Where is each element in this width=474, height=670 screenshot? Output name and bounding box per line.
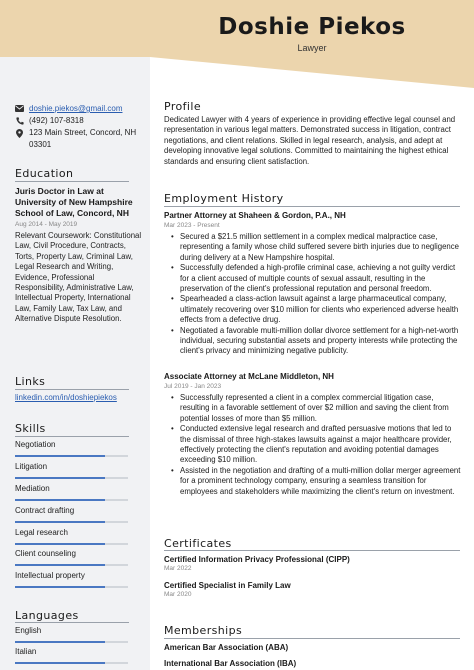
skill-item [15,462,130,479]
job-bullet: • Successfully represented a client in a complex commercial litigation case, resulting in a favorable settlement of over $2 million and saving the client from potential losses of more than $5 million. [164,393,464,424]
skill-item [15,571,130,588]
address-line-1: 123 Main Street, Concord, NH [29,128,137,137]
language-bar-track [15,641,128,643]
job-title: Associate Attorney at McLane Middleton, NH [164,372,334,381]
employment-divider [164,206,460,207]
job-bullet: • Assisted in the negotiation and drafting of a multi-million dollar merger agreement for a prominent technology company, ensuring a seamless transition for employees and stakeholders while maximizing the client's return on investment. [164,466,464,497]
certificate-date: Mar 2020 [164,591,192,598]
job-title: Partner Attorney at Shaheen & Gordon, P.A., NH [164,211,346,220]
profile-summary: Dedicated Lawyer with 4 years of experience in providing effective legal counsel and representation in various legal matters. Demonstrated success in litigation, contract negotiations, and client relations. Skilled in legal research, analysis, and adept at developing innovative legal solutions. Committed to maintaining the highest ethical standards and ensuring client satisfaction. [164,115,456,166]
memberships-divider [164,638,460,639]
job-dates: Mar 2023 - Present [164,222,220,229]
language-item [15,647,130,664]
skill-bar-fill [15,564,105,566]
employment-heading: Employment History [164,192,284,205]
skill-item [15,528,130,545]
job-bullet: • Negotiated a favorable multi-million dollar divorce settlement for a high-net-worth individual, securing substantial assets and property interests while protecting the client's privacy and minimizing negative publicity. [164,326,464,357]
job-entry [164,210,464,357]
contact-address [29,127,136,151]
job-bullet: • Conducted extensive legal research and drafted persuasive motions that led to the dismissal of three high-stakes lawsuits against a major healthcare provider, effectively protecting the client's reputation and avoiding potential damages exceeding $10 million. [164,424,464,466]
phone-icon [14,115,25,125]
language-label: Italian [15,647,37,656]
skill-item [15,506,130,523]
skill-label: Mediation [15,484,50,493]
skill-label: Legal research [15,528,68,537]
language-label: English [15,626,42,635]
skill-bar-track [15,564,128,566]
skill-label: Client counseling [15,549,76,558]
mail-icon [14,103,25,112]
contact-email[interactable]: doshie.piekos@gmail.com [29,104,123,113]
education-heading: Education [15,167,74,180]
job-dates: Jul 2019 - Jan 2023 [164,383,222,390]
skill-bar-fill [15,455,105,457]
skill-bar-fill [15,543,105,545]
languages-divider [15,622,129,623]
skill-bar-track [15,455,128,457]
skill-item [15,549,130,566]
contact-address-row [14,127,146,151]
certificate-date: Mar 2022 [164,565,192,572]
skill-item [15,484,130,501]
contact-email-row [14,103,146,115]
job-bullet: • Spearheaded a class-action lawsuit against a large pharmaceutical company, ultimately recovering over $10 million for clients who experienced adverse health effects from a defective drug. [164,294,464,325]
education-divider [15,181,129,182]
certificates-heading: Certificates [164,537,232,550]
language-item [15,626,130,643]
membership-item: International Bar Association (IBA) [164,659,297,668]
links-divider [15,389,129,390]
job-bullets [164,393,464,497]
location-icon [14,127,25,138]
certificate-item [164,580,464,598]
skill-bar-track [15,477,128,479]
language-bar-track [15,662,128,664]
candidate-role: Lawyer [297,43,327,53]
language-bar-fill [15,662,105,664]
links-heading: Links [15,375,46,388]
skill-label: Intellectual property [15,571,85,580]
memberships-heading: Memberships [164,624,243,637]
education-entry [15,186,143,325]
linkedin-link[interactable]: linkedin.com/in/doshiepiekos [15,393,117,402]
certificate-item [164,554,464,572]
skill-bar-track [15,499,128,501]
skills-divider [15,436,129,437]
skill-label: Contract drafting [15,506,75,515]
job-bullet: • Successfully defended a high-profile criminal case, achieving a not guilty verdict for a client accused of multiple counts of sexual assault, resulting in the preservation of the client's professional reputation and personal freedom. [164,263,464,294]
skills-heading: Skills [15,422,46,435]
languages-heading: Languages [15,609,79,622]
skill-bar-fill [15,586,105,588]
profile-heading: Profile [164,100,202,113]
certificates-divider [164,550,460,551]
contact-phone: (492) 107-8318 [29,116,84,125]
address-line-2: 03301 [29,140,52,149]
contact-block [14,103,146,151]
job-entry [164,371,464,497]
job-bullet: • Secured a $21.5 million settlement in a complex medical malpractice case, representing a family whose child suffered severe birth injuries due to negligence during delivery at a New Hampshire hospital. [164,232,464,263]
skill-bar-fill [15,499,105,501]
education-dates: Aug 2014 - May 2019 [15,221,78,228]
education-degree: Juris Doctor in Law at University of New Hampshire School of Law, Concord, NH [15,186,133,218]
education-coursework: Relevant Coursework: Constitutional Law, Civil Procedure, Contracts, Torts, Property Law, Criminal Law, Legal Research and Writing, Evidence, Professional Responsibility, Administrative Law, Intellectual Property, International Law, Family Law, Tax Law, and Alternative Dispute Resolution. [15,231,142,324]
membership-item: American Bar Association (ABA) [164,643,289,652]
job-bullets [164,232,464,357]
skill-label: Negotiation [15,440,56,449]
skill-bar-track [15,543,128,545]
skill-label: Litigation [15,462,48,471]
contact-phone-row [14,115,146,127]
certificate-title: Certified Specialist in Family Law [164,581,291,590]
language-bar-fill [15,641,105,643]
certificate-title: Certified Information Privacy Professional (CIPP) [164,555,350,564]
skill-bar-fill [15,477,105,479]
skill-bar-fill [15,521,105,523]
candidate-name: Doshie Piekos [218,14,406,40]
skill-item [15,440,130,457]
skill-bar-track [15,586,128,588]
skill-bar-track [15,521,128,523]
